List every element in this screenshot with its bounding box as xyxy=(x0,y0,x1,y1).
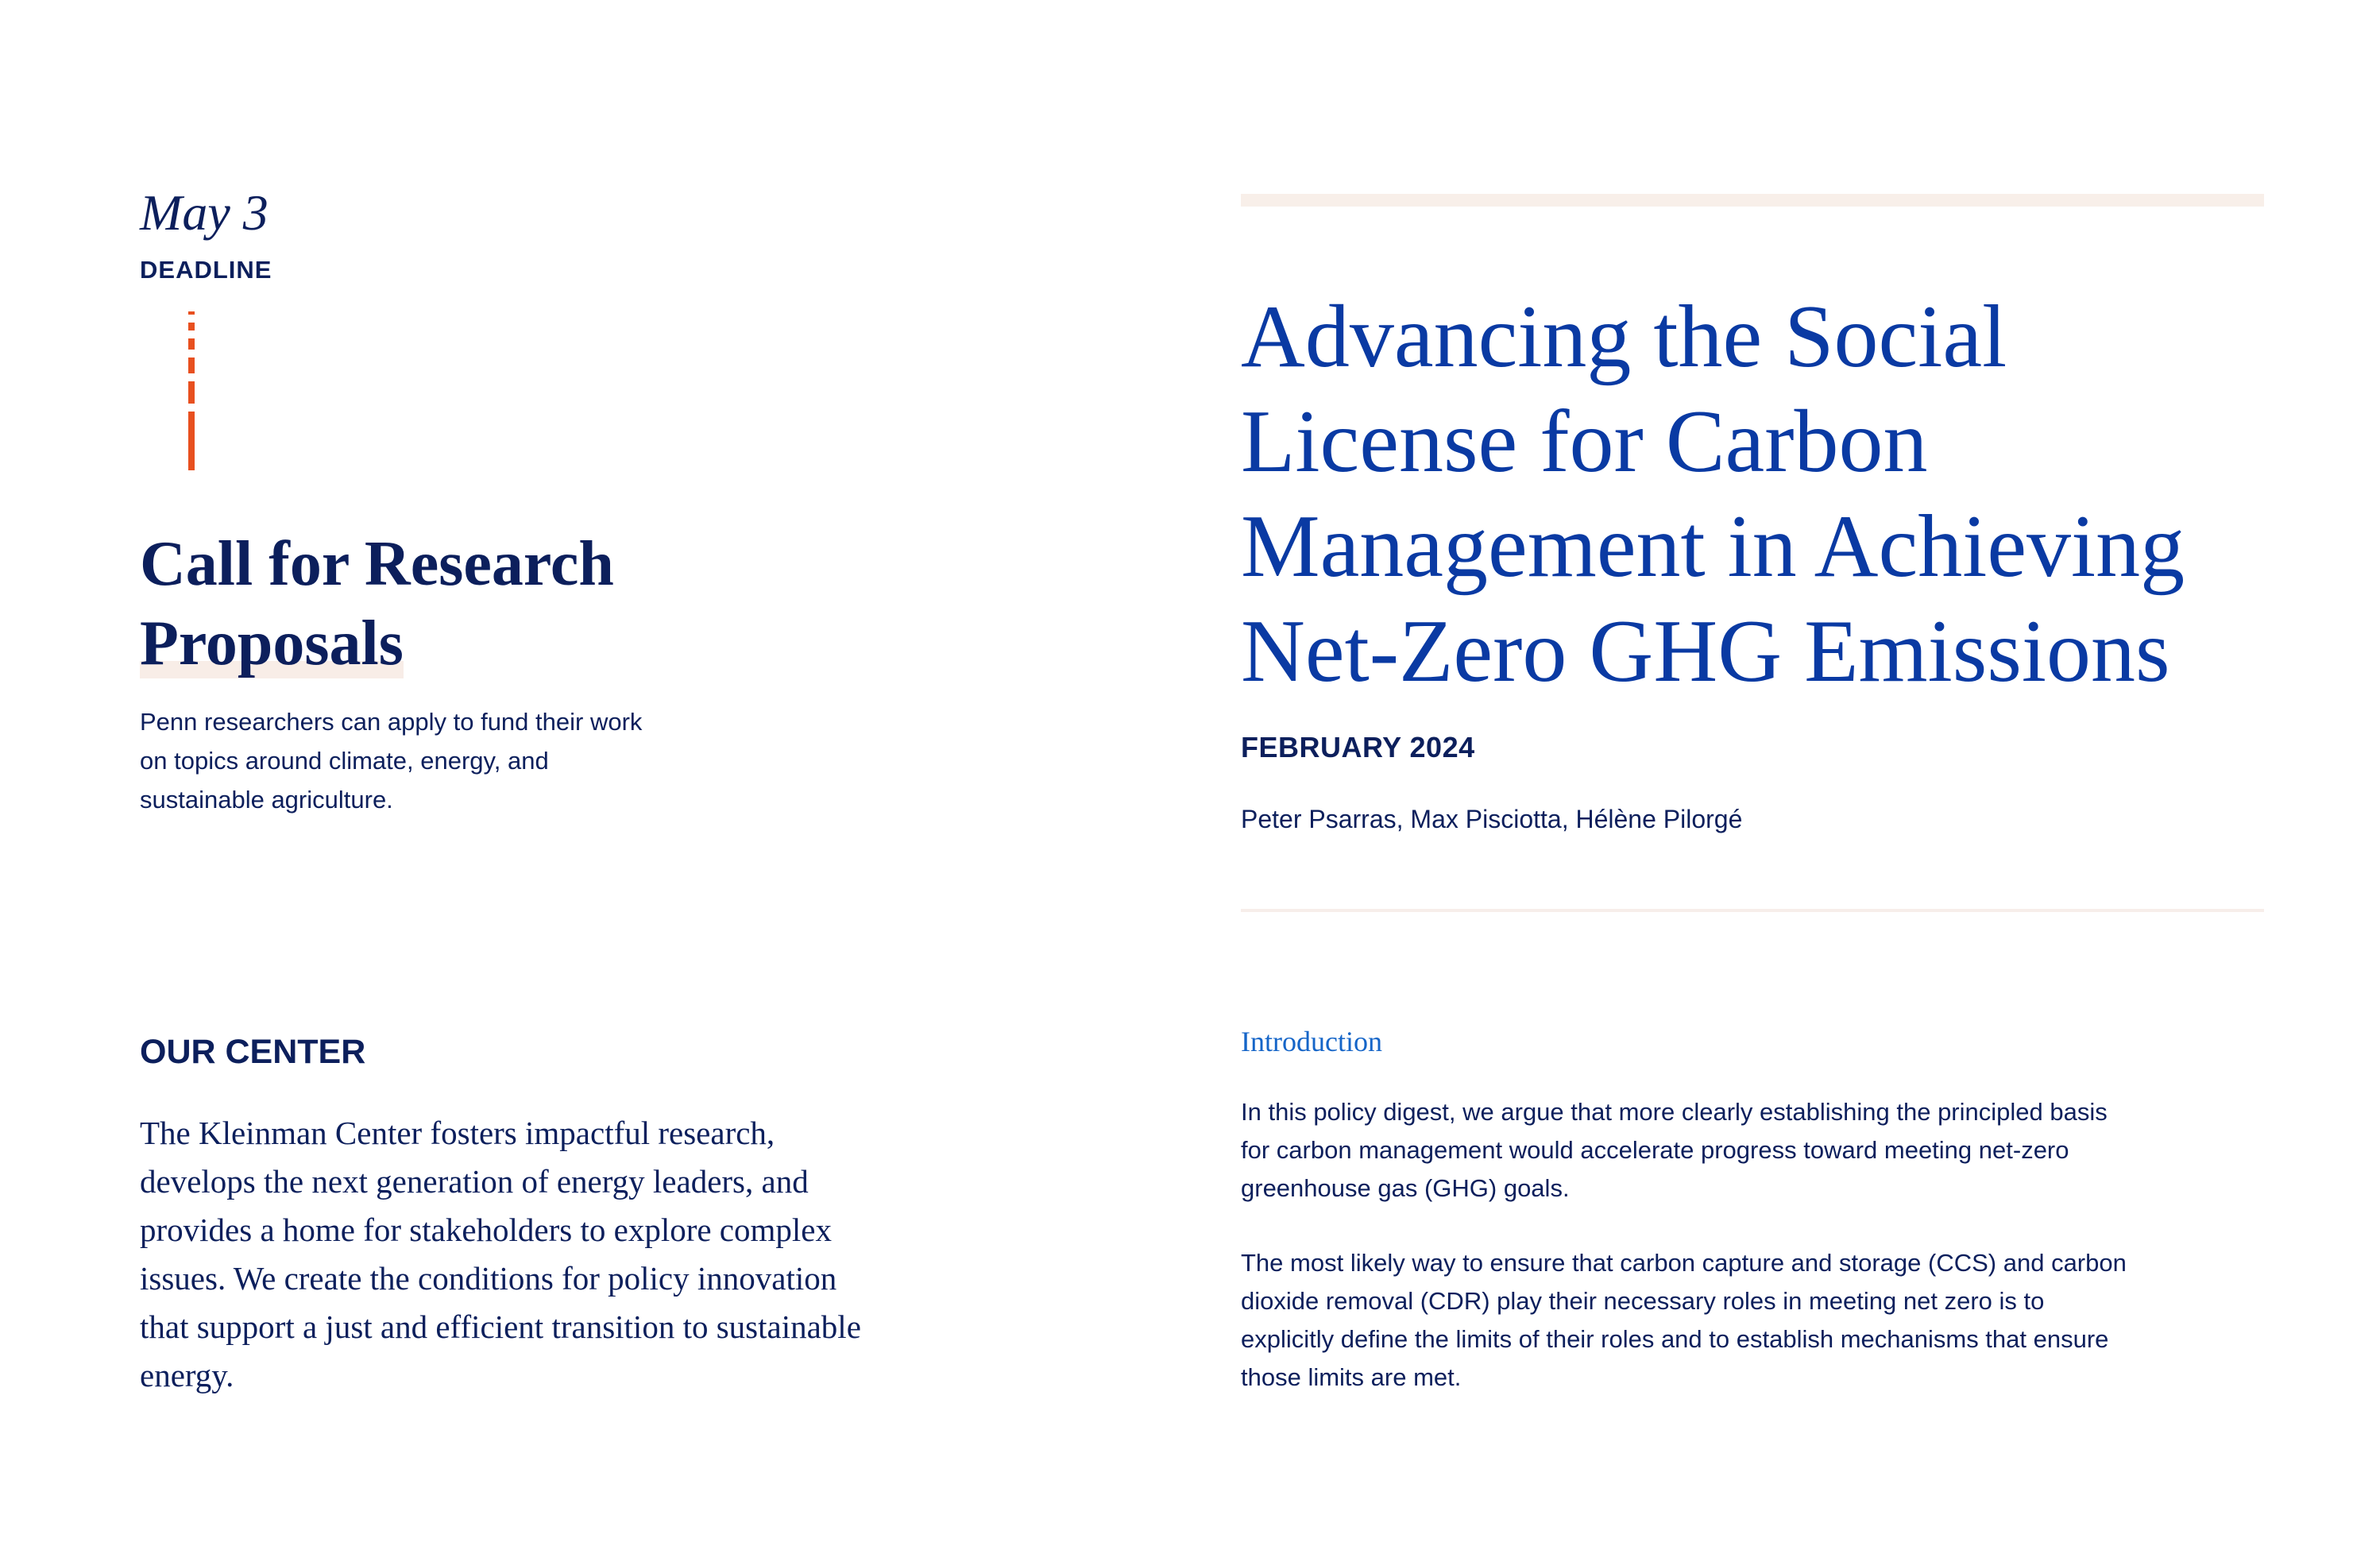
timeline-dash xyxy=(188,358,195,373)
top-divider xyxy=(1241,194,2264,207)
deadline-date: May 3 xyxy=(140,184,269,241)
call-for-proposals-title xyxy=(140,524,712,683)
our-center-heading: OUR CENTER xyxy=(140,1033,366,1071)
deadline-label: DEADLINE xyxy=(140,256,272,284)
cfp-title-line2: Proposals xyxy=(140,609,404,678)
article-title: Advancing the Social License for Carbon Management in Achieving Net-Zero GHG Emissions xyxy=(1241,288,2185,701)
timeline-dash xyxy=(188,311,195,315)
timeline-dashed-line xyxy=(188,311,195,470)
our-center-text: The Kleinman Center fosters impactful research, develops the next generation of energy leaders, and provides a home for stakeholders to explore complex issues. We create the conditions for policy innovation that support a just and efficient transition to sustainable energy. xyxy=(140,1115,861,1393)
article-authors: Peter Psarras, Max Pisciotta, Hélène Pilorgé xyxy=(1241,805,1743,833)
timeline-dash xyxy=(188,338,195,350)
call-for-proposals-link[interactable] xyxy=(140,524,712,683)
call-for-proposals-description: Penn researchers can apply to fund their work on topics around climate, energy, and sustainable agriculture. xyxy=(140,708,643,814)
timeline-dash xyxy=(188,381,195,404)
intro-paragraph-1: In this policy digest, we argue that more clearly establishing the principled basis for carbon management would accelerate progress toward meeting net-zero greenhouse gas (GHG) goals. xyxy=(1241,1098,2108,1202)
introduction-heading: Introduction xyxy=(1241,1026,1382,1057)
section-divider xyxy=(1241,909,2264,912)
timeline-dash xyxy=(188,412,195,470)
article-date: FEBRUARY 2024 xyxy=(1241,731,1475,763)
intro-paragraph-2: The most likely way to ensure that carbon capture and storage (CCS) and carbon dioxide removal (CDR) play their necessary roles in meeting net zero is to explicitly define the limits of their roles and to establish mechanisms that ensure those limits are met. xyxy=(1241,1249,2127,1391)
cfp-title-line1: Call for Research xyxy=(140,529,614,599)
timeline-dash xyxy=(188,323,195,330)
